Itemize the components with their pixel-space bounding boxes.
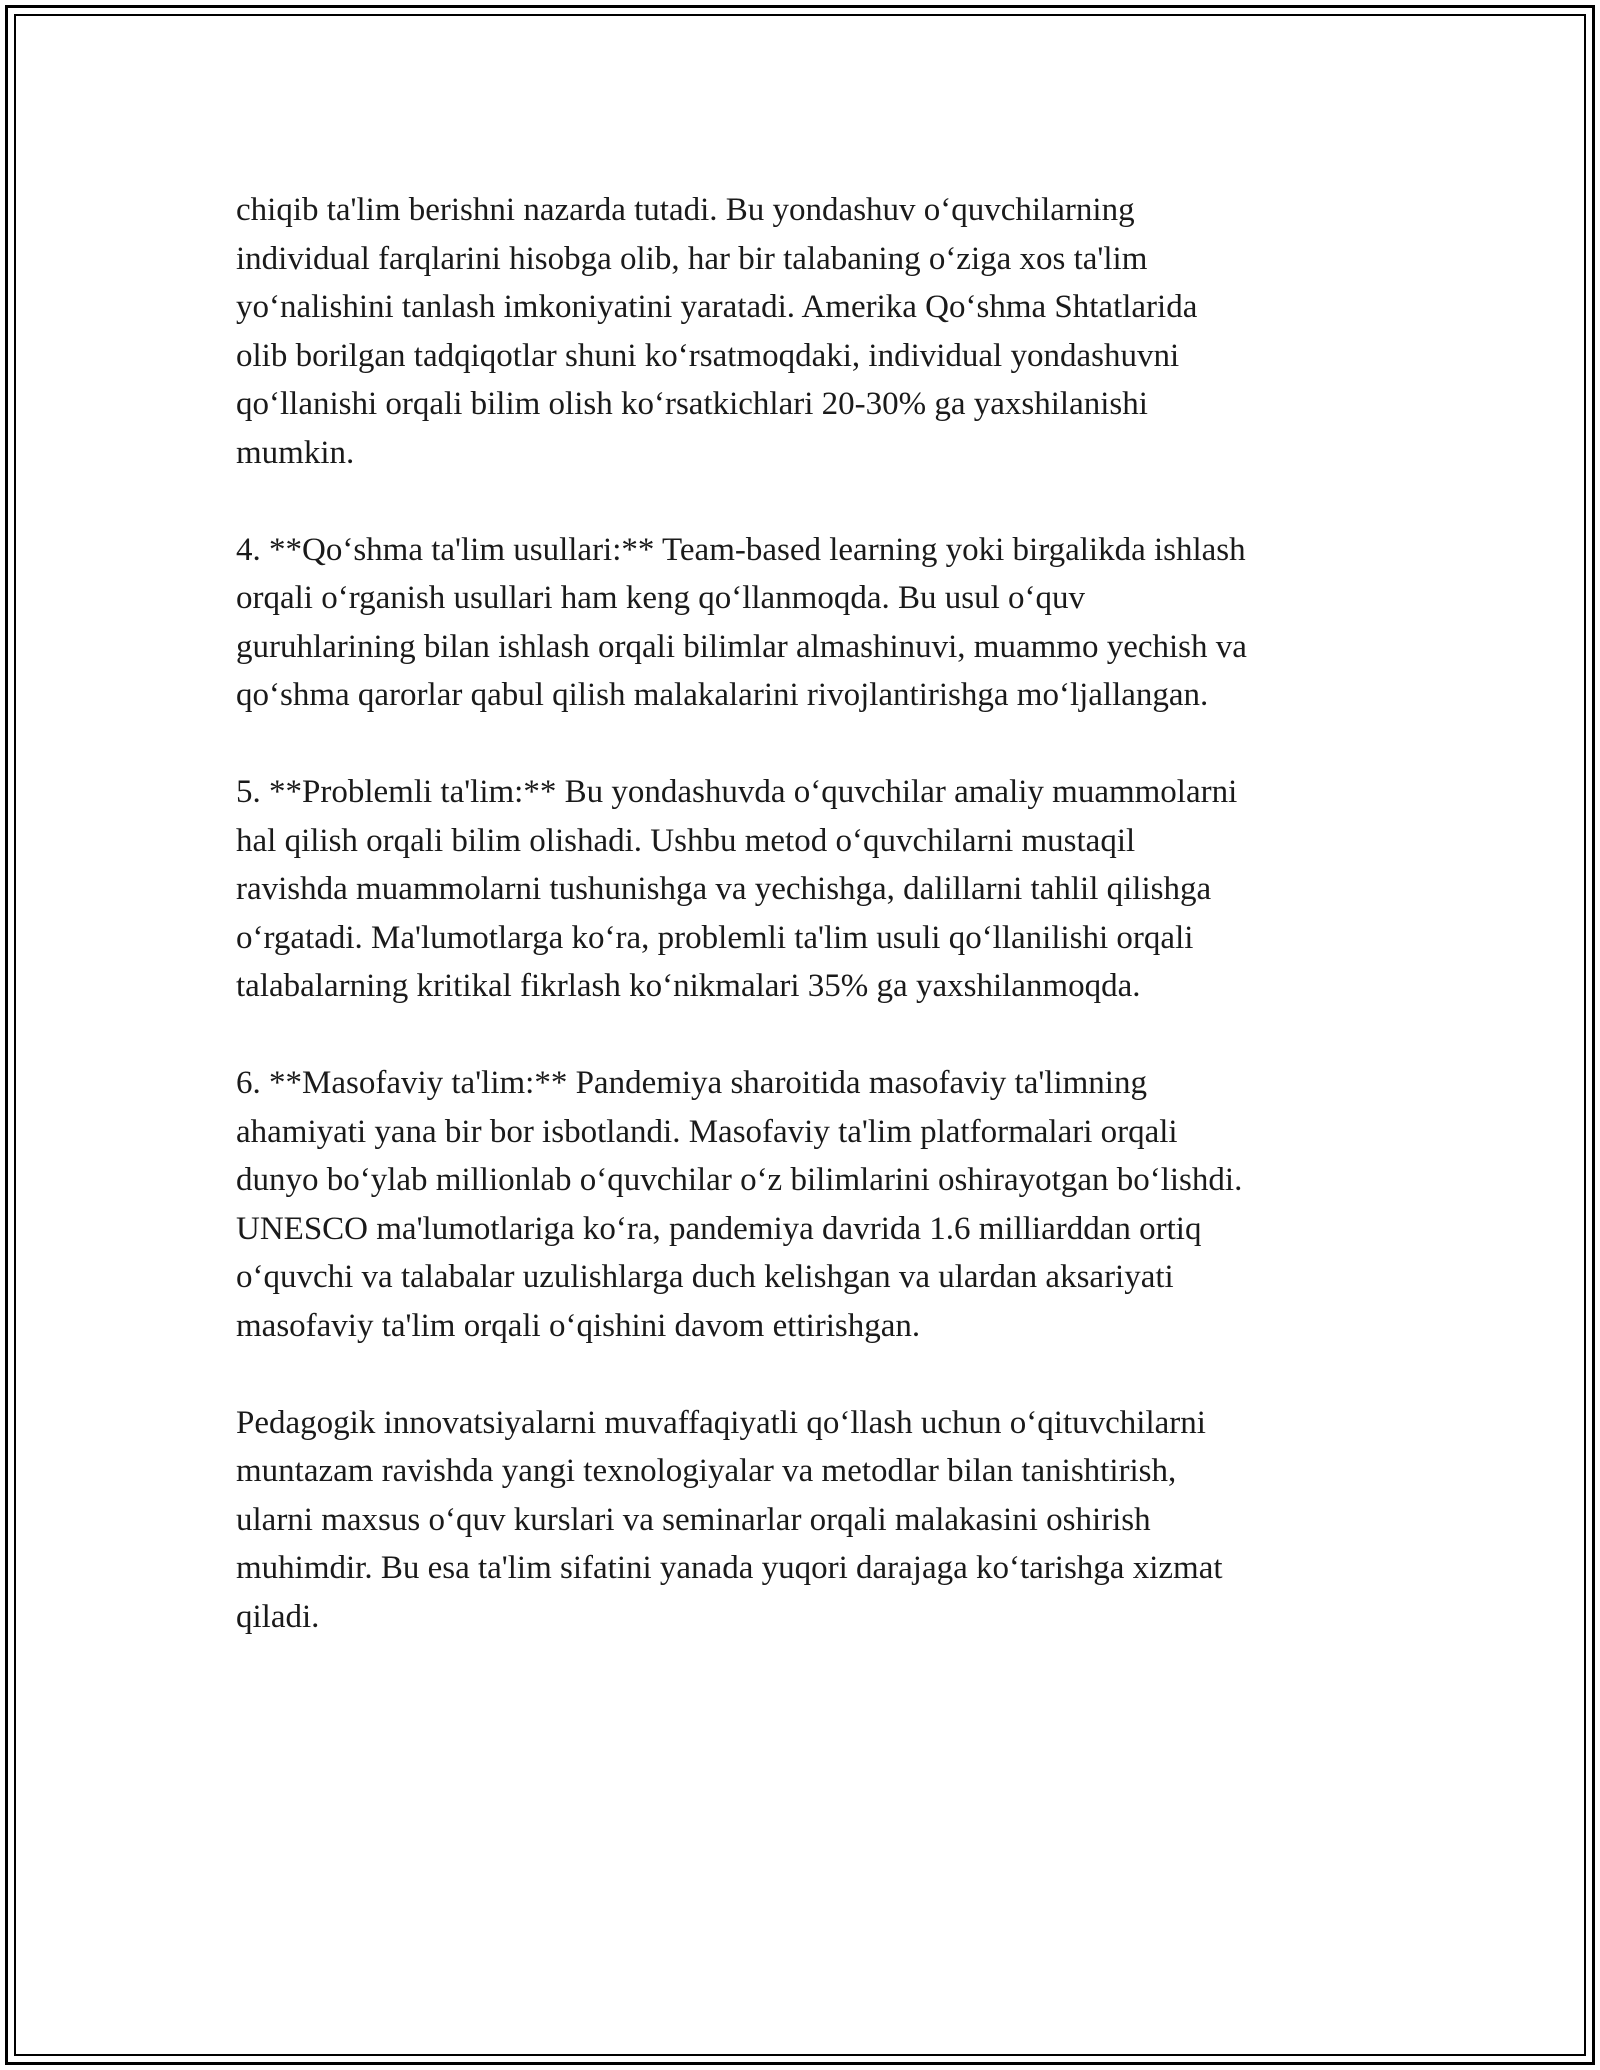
paragraph-individual-approach: chiqib ta'lim berishni nazarda tutadi. Bu yondashuv o‘quvchilarning individual farqlarini hisobga olib, har bir talabaning o‘ziga xos ta'lim yo‘nalishini tanlash imkoniyatini yaratadi. Amerika Qo‘shma Shtatlarida olib borilgan tadqiqotlar shuni ko‘rsatmoqdaki, individual yondashuvni qo‘llanishi orqali bilim olish ko‘rsatkichlari 20-30% ga yaxshilanishi mumkin. xyxy=(236,192,1198,471)
paragraph-conclusion: Pedagogik innovatsiyalarni muvaffaqiyatli qo‘llash uchun o‘qituvchilarni muntazam ravishda yangi texnologiyalar va metodlar bilan tanishtirish, ularni maxsus o‘quv kurslari va seminarlar orqali malakasini oshirish muhimdir. Bu esa ta'lim sifatini yanada yuqori darajaga ko‘tarishga xizmat qiladi. xyxy=(236,1404,1223,1635)
paragraph-cooperative-learning: 4. **Qo‘shma ta'lim usullari:** Team-based learning yoki birgalikda ishlash orqali o‘rganish usullari ham keng qo‘llanmoqda. Bu usul o‘quv guruhlarining bilan ishlash orqali bilimlar almashinuvi, muammo yechish va qo‘shma qarorlar qabul qilish malakalarini rivojlantirishga mo‘ljallangan. xyxy=(236,531,1247,713)
paragraph-distance-learning: 6. **Masofaviy ta'lim:** Pandemiya sharoitida masofaviy ta'limning ahamiyati yana bir bor isbotlandi. Masofaviy ta'lim platformalari orqali dunyo bo‘ylab millionlab o‘quvchilar o‘z bilimlarini oshirayotgan bo‘lishdi. UNESCO ma'lumotlariga ko‘ra, pandemiya davrida 1.6 milliarddan ortiq o‘quvchi va talabalar uzulishlarga duch kelishgan va ulardan aksariyati masofaviy ta'lim orqali o‘qishini davom ettirishgan. xyxy=(236,1065,1243,1344)
document-body xyxy=(236,186,1386,1690)
paragraph-problem-based-learning: 5. **Problemli ta'lim:** Bu yondashuvda o‘quvchilar amaliy muammolarni hal qilish orqali bilim olishadi. Ushbu metod o‘quvchilarni mustaqil ravishda muammolarni tushunishga va yechishga, dalillarni tahlil qilishga o‘rgatadi. Ma'lumotlarga ko‘ra, problemli ta'lim usuli qo‘llanilishi orqali talabalarning kritikal fikrlash ko‘nikmalari 35% ga yaxshilanmoqda. xyxy=(236,774,1238,1004)
